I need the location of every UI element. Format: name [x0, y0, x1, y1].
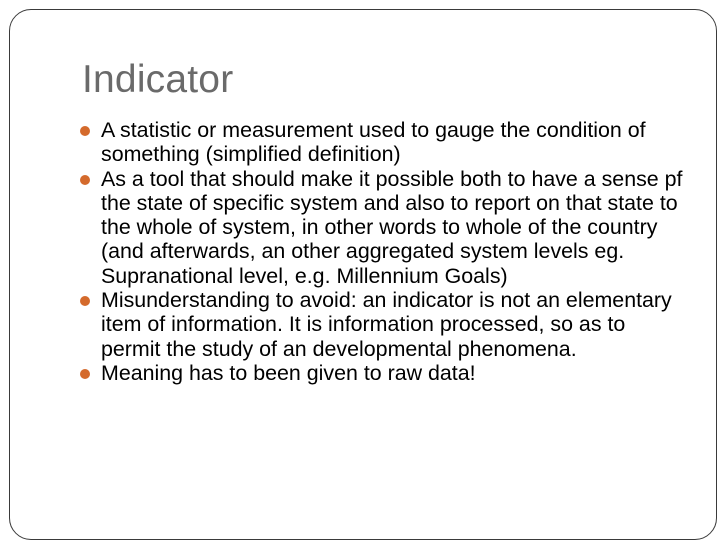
bullet-item: [80, 118, 690, 167]
bullet-item: [80, 361, 690, 385]
bullet-dot-icon: [80, 126, 90, 136]
bullet-list: [80, 118, 690, 385]
bullet-dot-icon: [80, 369, 90, 379]
bullet-text: Misunderstanding to avoid: an indicator is not an elementary item of information. It is information processed, so as to permit the study of an developmental phenomena.: [101, 288, 672, 361]
bullet-item: [80, 167, 690, 288]
bullet-text: Meaning has to been given to raw data!: [101, 360, 476, 385]
bullet-item: [80, 288, 690, 361]
bullet-text: As a tool that should make it possible both to have a sense pf the state of specific system and also to report on that state to the whole of system, in other words to whole of the country (and afterwards, an other aggregated system levels eg. Supranational level, e.g. Millennium Goals): [101, 166, 683, 288]
bullet-text: A statistic or measurement used to gauge the condition of something (simplified definition): [101, 118, 646, 167]
bullet-dot-icon: [80, 296, 90, 306]
slide-title: Indicator: [82, 58, 234, 101]
bullet-dot-icon: [80, 175, 90, 185]
